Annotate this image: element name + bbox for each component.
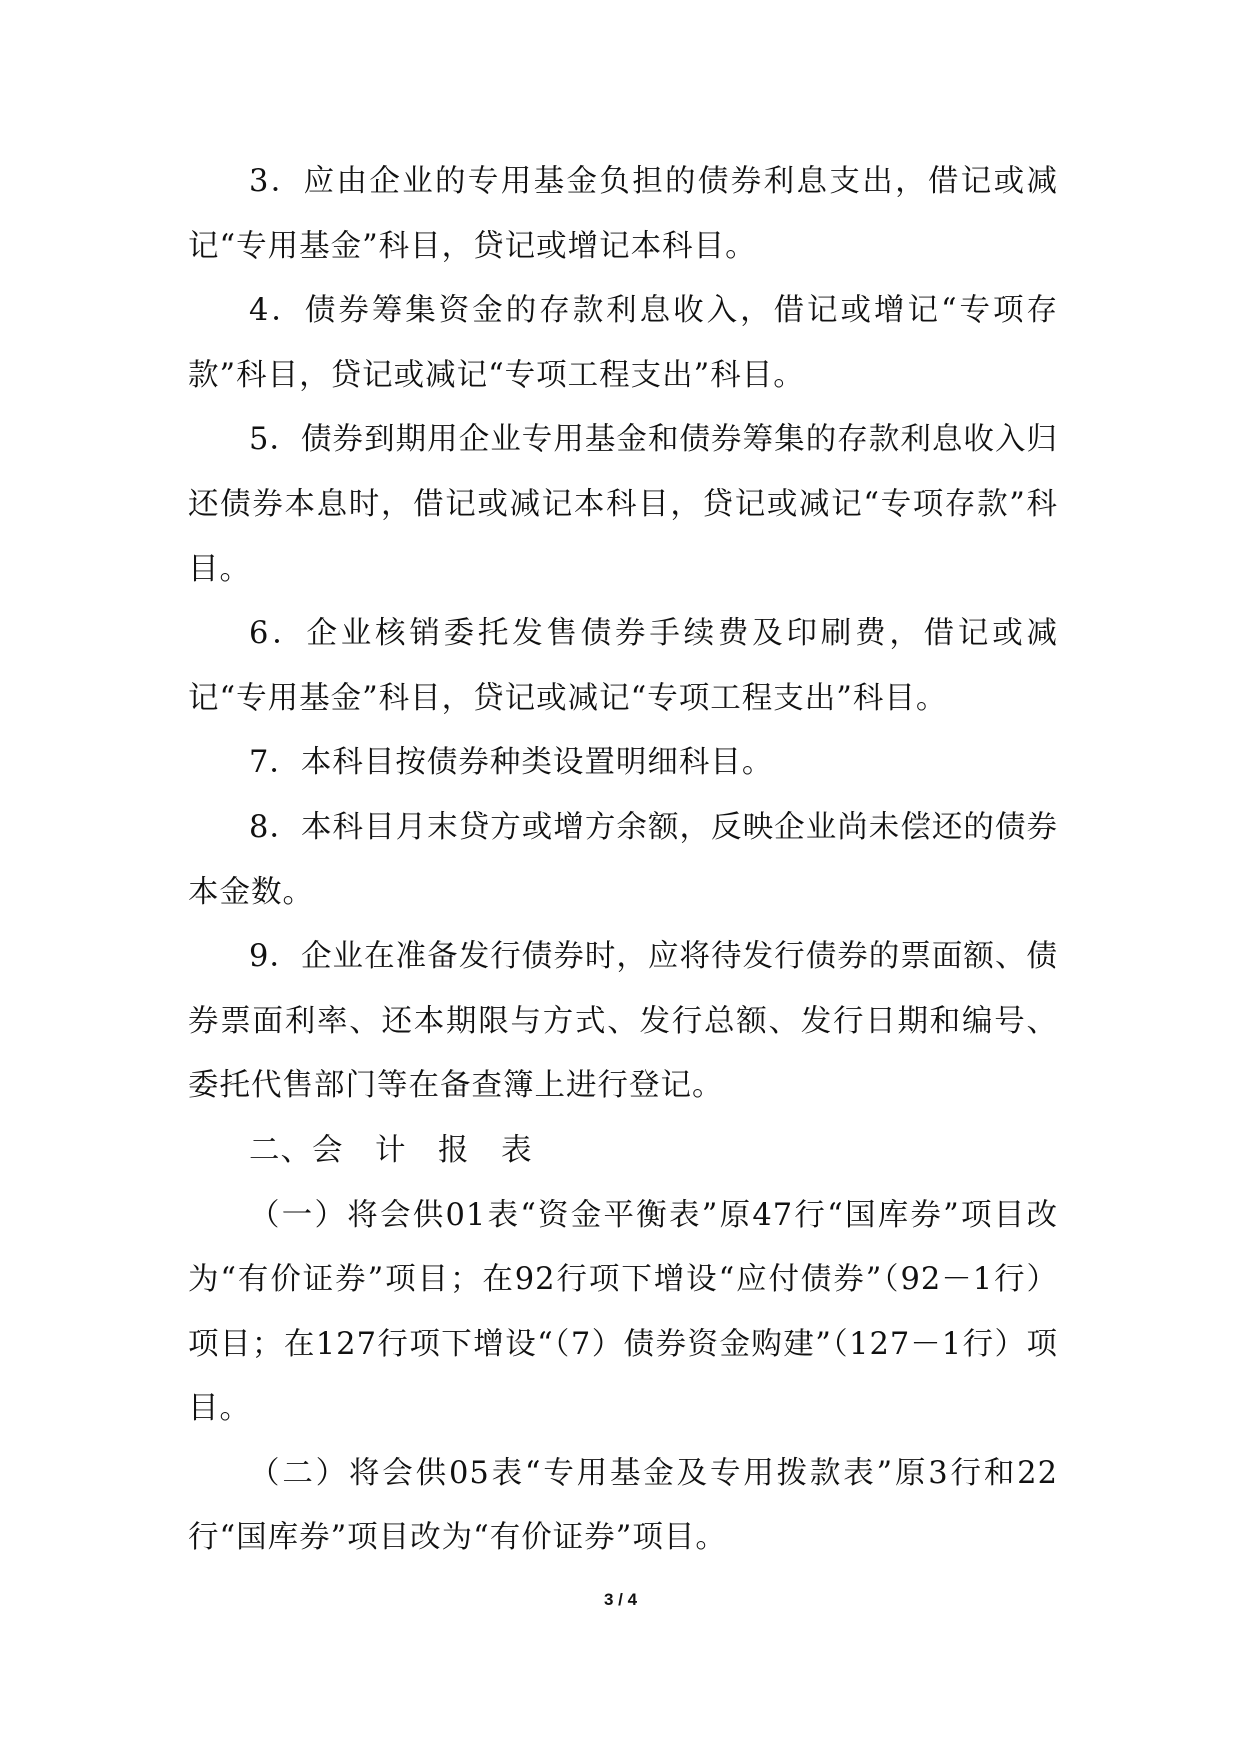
paragraph-item-9: 9．企业在准备发行债券时，应将待发行债券的票面额、债券票面利率、还本期限与方式、发行总额、发行日期和编号、委托代售部门等在备查簿上进行登记。 (188, 939, 1058, 1104)
paragraph-sub-1: （一）将会供01表“资金平衡表”原47行“国库券”项目改为“有价证券”项目；在92行项下增设“应付债券”（92－1行）项目；在127行项下增设“（7）债券资金购建”（127－1行）项目。 (188, 1197, 1058, 1427)
paragraph-item-5: 5．债券到期用企业专用基金和债券筹集的存款利息收入归还债券本息时，借记或减记本科目，贷记或减记“专项存款”科目。 (188, 422, 1058, 587)
paragraph-item-3: 3．应由企业的专用基金负担的债券利息支出，借记或减记“专用基金”科目，贷记或增记本科目。 (188, 164, 1058, 264)
paragraph-item-8: 8．本科目月末贷方或增方余额，反映企业尚未偿还的债券本金数。 (188, 809, 1058, 910)
paragraph-sub-2: （二）将会供05表“专用基金及专用拨款表”原3行和22行“国库券”项目改为“有价证券”项目。 (188, 1455, 1058, 1556)
document-body (188, 150, 1058, 1571)
section-heading-accounting-reports: 二、会 计 报 表 (249, 1132, 533, 1168)
paragraph-item-6: 6．企业核销委托发售债券手续费及印刷费，借记或减记“专用基金”科目，贷记或减记“专项工程支出”科目。 (188, 616, 1058, 716)
paragraph-item-7: 7．本科目按债券种类设置明细科目。 (249, 745, 774, 781)
paragraph-item-4: 4．债券筹集资金的存款利息收入，借记或增记“专项存款”科目，贷记或减记“专项工程支出”科目。 (188, 293, 1058, 393)
page-number: 3 / 4 (603, 1590, 638, 1609)
